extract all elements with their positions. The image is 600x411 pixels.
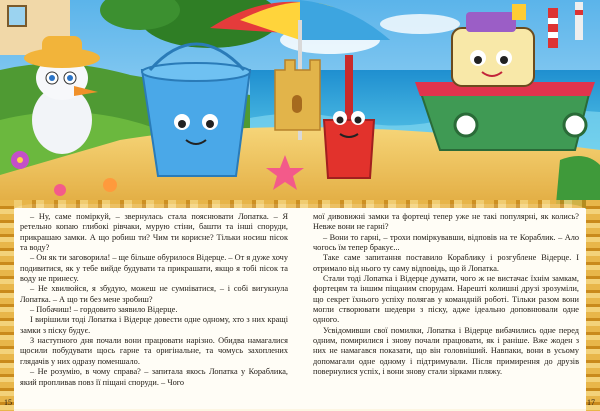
paragraph: З наступного дня почали вони працювати нарізно. Обидва намагалися щосили побудувати щось гарне та оригінальне, та чомусь захоплених глядачів у них одразу поменшало.: [20, 336, 288, 366]
paragraph: – Не розумію, в чому справа? – запитала якось Лопатка у Кораблика, який пропливав повз її піщані споруди. – Чого: [20, 367, 288, 387]
paragraph: Усвідомивши свої помилки, Лопатка і Відерце вибачились одне перед одним, помирилися і знову почали працювати, як і раніше. Вже жоден з них не намагався показати, що він головніший. Навпаки, вони в усьому допомагали одне одному і підтримували. Після примирення до друзів повернулися успіх, і вони знову стали зірками пляжу.: [313, 325, 579, 377]
paragraph: мої дивовижні замки та фортеці тепер уже не такі популярні, як колись? Невже вони не гарні?: [313, 212, 579, 232]
lighthouse: [548, 8, 558, 48]
paragraph: Стали тоді Лопатка і Відерце думати, чого ж не вистачає їхнім замкам, фортецям та іншим піщаним спорудам. Нарешті колишні друзі зрозуміли, що секрет їхнього успіху полягав у командній роботі. Тільки разом вони могли створювати шедеври з піску, адже ідеально доповнювали одне одного.: [313, 274, 579, 325]
paragraph: – Побачиш! – гордовито заявило Відерце.: [30, 305, 178, 315]
paragraph: Таке саме запитання поставило Кораблику і розгублене Відерце. І отримало від нього ту саму відповідь, що й Лопатка.: [313, 253, 579, 273]
bucket-character: [142, 70, 250, 176]
paragraph: – Ну, саме поміркуй, – звернулась стала пояснювати Лопатка. – Я ретельно копаю глибокі рівчаки, мурую стіни, башти та інші споруди, прикрашаю замки. А що робиш ти? Чим ти корисне? Тільки носиш пісок та воду?: [20, 212, 288, 253]
page-number-right: 17: [587, 398, 595, 407]
left-text-column: [20, 212, 288, 388]
cloud: [380, 14, 460, 34]
flower: [103, 178, 117, 192]
sand-castle: [275, 60, 320, 130]
ornate-border-left: [0, 200, 14, 411]
paragraph: – Не хвилюйся, я збудую, можеш не сумніватися, – і собі вигукнула Лопатка. – А що ти без мене зробиш?: [20, 284, 288, 304]
text-panel: [0, 200, 600, 411]
shovel-character: [345, 55, 353, 125]
ornate-border-right: [586, 200, 600, 411]
lighthouse: [575, 2, 583, 40]
paragraph: І вирішили тоді Лопатка і Відерце довести одне одному, хто з них кращі замки з піску будує.: [20, 315, 288, 335]
paragraph: – Он як ти заговорила! – ще більше обурилося Відерце. – От я дуже хочу подивитися, як у тебе вийде будувати та прикрашати, якщо я тобі пісок та воду не принесу.: [20, 253, 288, 284]
right-text-column: [313, 212, 579, 378]
paragraph: – Вони то гарні, – трохи поміркувавши, відповів на те Кораблик. – Ало чогось їм тепер бракує...: [313, 232, 579, 253]
page-number-left: 15: [4, 398, 12, 407]
ornate-border-top: [0, 200, 600, 208]
